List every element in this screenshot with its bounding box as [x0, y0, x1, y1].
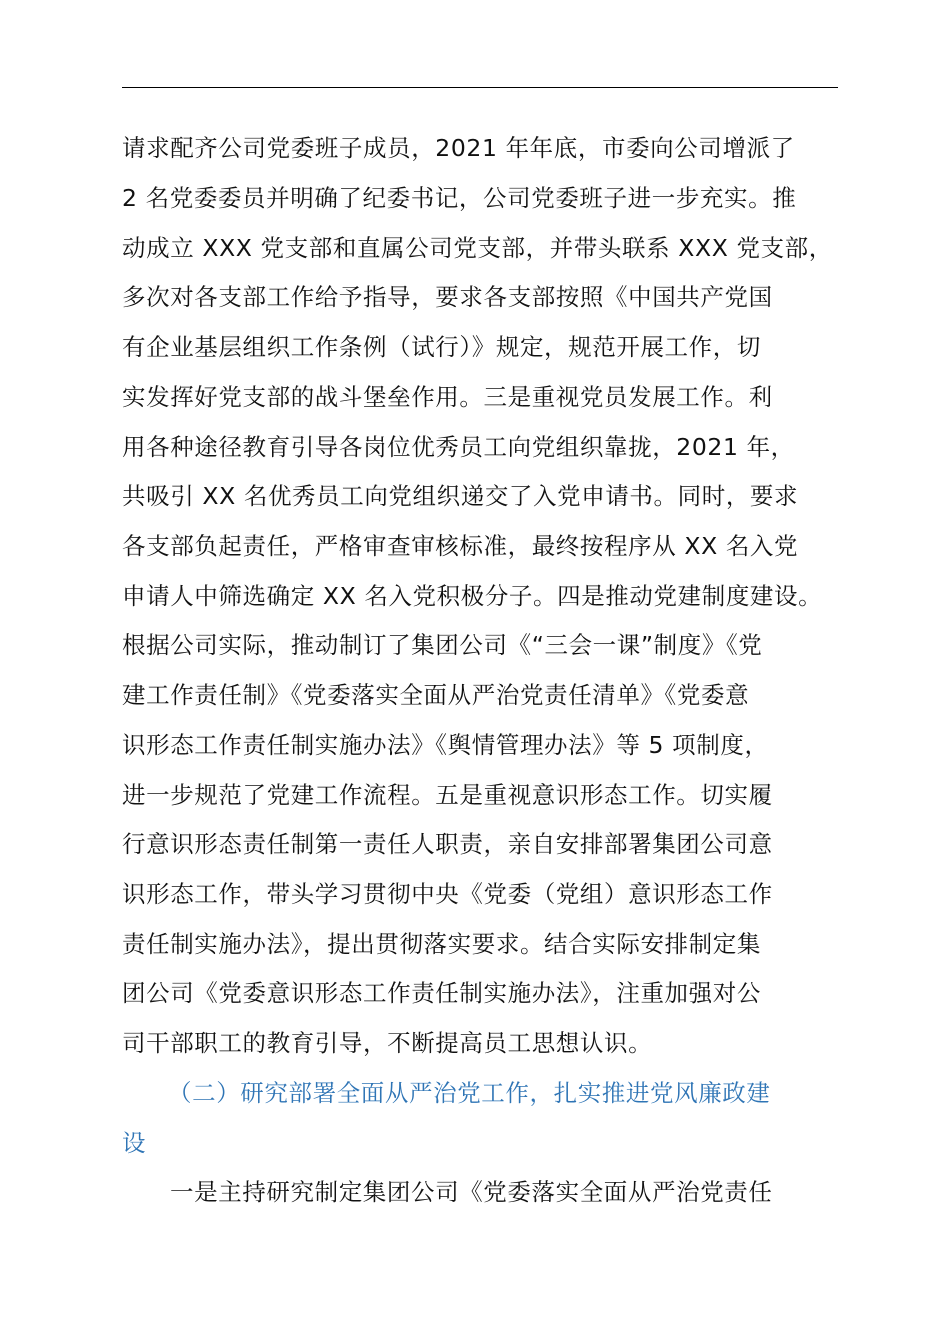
next-paragraph-line: 一是主持研究制定集团公司《党委落实全面从严治党责任 — [170, 1178, 773, 1206]
body-line: 团公司《党委意识形态工作责任制实施办法》，注重加强对公 — [122, 979, 761, 1007]
body-line: 司干部职工的教育引导，不断提高员工思想认识。 — [122, 1029, 653, 1057]
body-line: 申请人中筛选确定 XX 名入党积极分子。四是推动党建制度建设。 — [122, 582, 823, 610]
body-line: 有企业基层组织工作条例（试行）》规定，规范开展工作，切 — [122, 333, 761, 361]
body-line: 建工作责任制》《党委落实全面从严治党责任清单》《党委意 — [122, 681, 750, 709]
body-line: 共吸引 XX 名优秀员工向党组织递交了入党申请书。同时，要求 — [122, 482, 799, 510]
body-line: 识形态工作，带头学习贯彻中央《党委（党组）意识形态工作 — [122, 880, 773, 908]
body-line: 多次对各支部工作给予指导，要求各支部按照《中国共产党国 — [122, 283, 773, 311]
section-heading-continued: 设 — [122, 1129, 147, 1157]
body-line: 各支部负起责任，严格审查审核标准，最终按程序从 XX 名入党 — [122, 532, 799, 560]
header-rule — [122, 87, 838, 88]
body-line: 请求配齐公司党委班子成员，2021 年年底，市委向公司增派了 — [122, 134, 795, 162]
body-line: 责任制实施办法》，提出贯彻落实要求。结合实际安排制定集 — [122, 930, 761, 958]
body-line: 识形态工作责任制实施办法》《舆情管理办法》等 5 项制度， — [122, 731, 769, 759]
body-line: 根据公司实际，推动制订了集团公司《“三会一课”制度》《党 — [122, 631, 763, 659]
body-line: 动成立 XXX 党支部和直属公司党支部，并带头联系 XXX 党支部， — [122, 234, 833, 262]
body-line: 实发挥好党支部的战斗堡垒作用。三是重视党员发展工作。利 — [122, 383, 773, 411]
section-heading: （二）研究部署全面从严治党工作，扎实推进党风廉政建 — [168, 1079, 771, 1107]
body-line: 2 名党委委员并明确了纪委书记，公司党委班子进一步充实。推 — [122, 184, 797, 212]
body-line: 进一步规范了党建工作流程。五是重视意识形态工作。切实履 — [122, 781, 773, 809]
body-line: 用各种途径教育引导各岗位优秀员工向党组织靠拢，2021 年， — [122, 433, 795, 461]
body-line: 行意识形态责任制第一责任人职责，亲自安排部署集团公司意 — [122, 830, 773, 858]
